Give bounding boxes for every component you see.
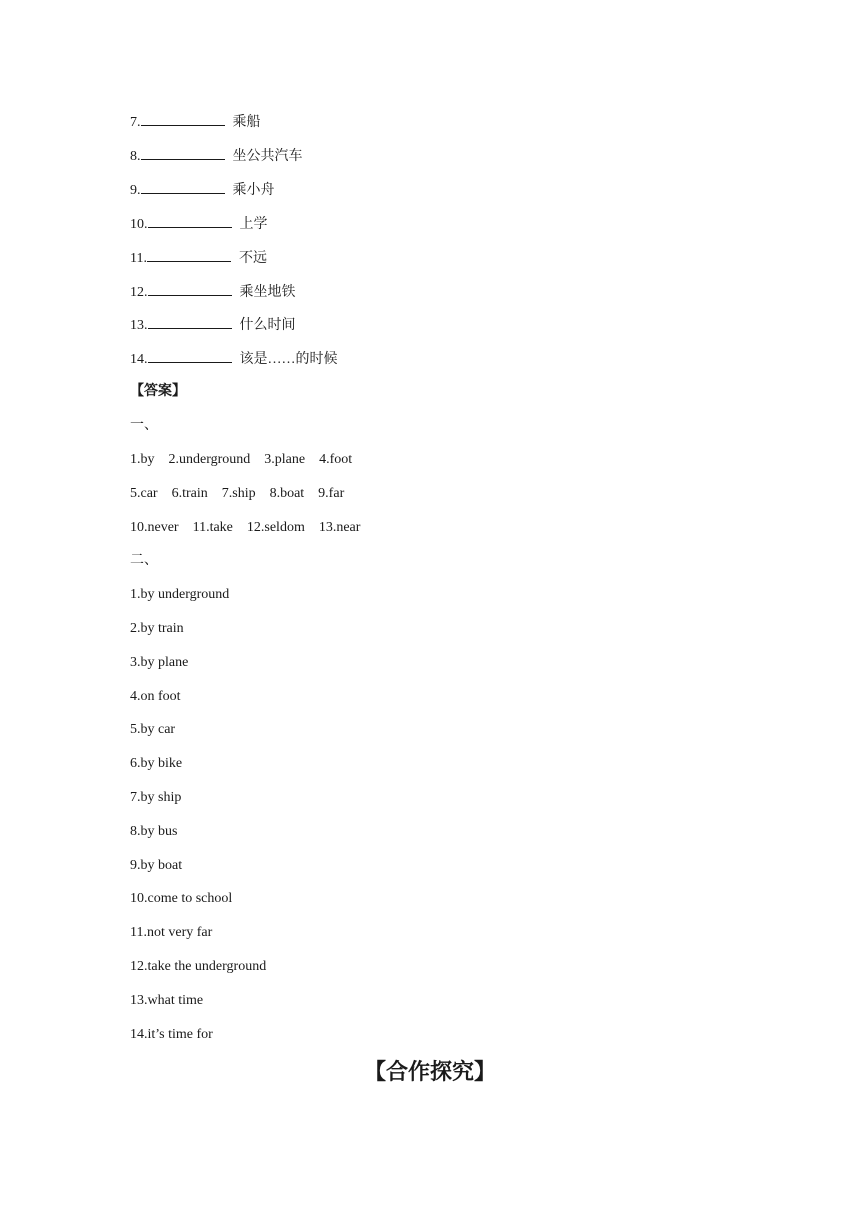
chinese-phrase: 乘坐地铁 [239,285,296,300]
chinese-phrase: 不远 [238,251,267,266]
chinese-phrase: 该是……的时候 [239,352,338,367]
fill-item [130,179,275,201]
chinese-phrase: 上学 [239,217,268,232]
answer-line: 3.by plane [130,655,189,670]
part2-label: 二、 [130,553,158,568]
answer-row: 1.by 2.underground 3.plane 4.foot [130,452,353,467]
section-title: 【合作探究】 [363,1060,496,1085]
fill-item [130,111,261,133]
chinese-phrase: 乘船 [232,115,261,130]
answer-blank [147,247,231,262]
answer-blank [141,145,225,160]
answer-line: 8.by bus [130,824,178,839]
answer-row: 10.never 11.take 12.seldom 13.near [130,520,361,535]
answer-line: 9.by boat [130,858,183,873]
chinese-phrase: 坐公共汽车 [232,149,303,164]
answer-line: 14.it’s time for [130,1027,213,1042]
answer-line: 2.by train [130,621,184,636]
answer-line: 10.come to school [130,891,233,906]
answer-blank [148,213,232,228]
answer-heading: 【答案】 [130,384,186,399]
item-number: 9. [130,183,141,198]
answer-line: 1.by underground [130,587,230,602]
item-number: 11. [130,251,147,266]
answer-blank [148,348,232,363]
part1-label: 一、 [130,418,158,433]
answer-blank [141,111,225,126]
item-number: 8. [130,149,141,164]
item-number: 14. [130,352,148,367]
fill-item [130,213,268,235]
fill-item [130,281,296,303]
chinese-phrase: 什么时间 [239,318,296,333]
answer-blank [141,179,225,194]
item-number: 13. [130,318,148,333]
answer-line: 7.by ship [130,790,182,805]
fill-item [130,247,267,269]
answer-line: 11.not very far [130,925,213,940]
answer-line: 12.take the underground [130,959,267,974]
answer-line: 6.by bike [130,756,183,771]
item-number: 7. [130,115,141,130]
item-number: 12. [130,285,148,300]
fill-item [130,348,338,370]
answer-line: 5.by car [130,722,176,737]
answer-blank [148,314,232,329]
item-number: 10. [130,217,148,232]
fill-item [130,314,296,336]
answer-blank [148,281,232,296]
answer-line: 13.what time [130,993,204,1008]
answer-row: 5.car 6.train 7.ship 8.boat 9.far [130,486,345,501]
chinese-phrase: 乘小舟 [232,183,275,198]
answer-line: 4.on foot [130,689,181,704]
fill-item [130,145,303,167]
